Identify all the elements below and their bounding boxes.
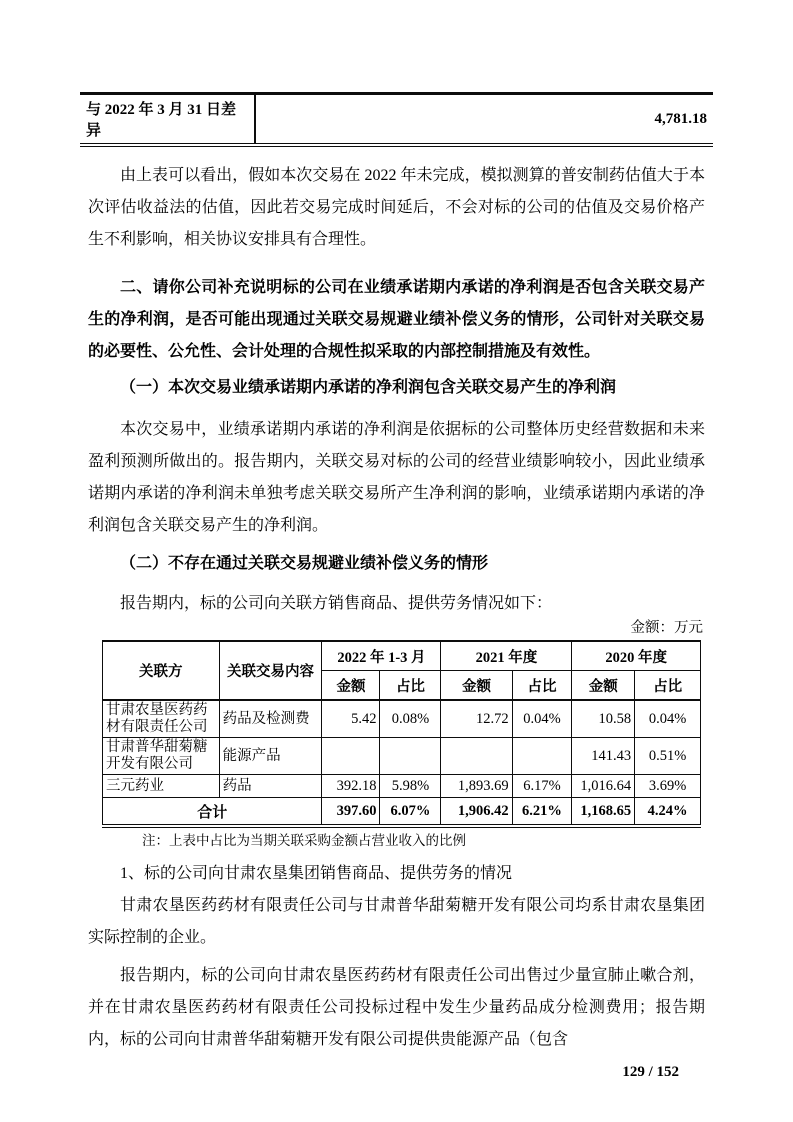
header-period-2021: 2021 年度 — [441, 641, 572, 671]
header-ratio-2021: 占比 — [512, 671, 572, 701]
ratio-2020-cell: 0.51% — [635, 738, 701, 775]
header-amount-2021: 金额 — [441, 671, 512, 701]
header-ratio-2022: 占比 — [380, 671, 441, 701]
footer-page-number: 129 / 152 — [622, 1064, 679, 1080]
paragraph-commitment-profit: 本次交易中，业绩承诺期内承诺的净利润是依据标的公司整体历史经营数据和未来盈利预测所做出的。报告期内，关联交易对标的公司的经营业绩影响较小，因此业绩承诺期内承诺的净利润未单独考虑关联交易所产生净利润的影响，业绩承诺期内承诺的净利润包含关联交易产生的净利润。 — [88, 421, 705, 534]
subsection-heading-2-1: （一）本次交易业绩承诺期内承诺的净利润包含关联交易产生的净利润 — [120, 379, 617, 396]
amount-2021-cell: 12.72 — [441, 700, 512, 738]
header-party: 关联方 — [103, 641, 220, 700]
difference-value-cell: 4,781.18 — [654, 110, 707, 127]
amount-2020-cell: 1,016.64 — [572, 775, 635, 798]
list-item-1-heading: 1、标的公司向甘肃农垦集团销售商品、提供劳务的情况 — [120, 865, 513, 882]
table-header-row-periods — [103, 641, 701, 671]
paragraph-valuation-conclusion: 由上表可以看出，假如本次交易在 2022 年未完成，模拟测算的普安制药估值大于本次评估收益法的估值，因此若交易完成时间延后，不会对标的公司的估值及交易价格产生不利影响，相关协议安排具有合理性。 — [88, 167, 705, 248]
ratio-2020-cell: 3.69% — [635, 775, 701, 798]
amount-2021-cell — [441, 738, 512, 775]
amount-2022-cell: 5.42 — [322, 700, 380, 738]
table-row — [103, 775, 701, 798]
difference-label-cell: 与 2022 年 3 月 31 日差异 — [80, 94, 255, 146]
table-row — [80, 94, 713, 146]
header-period-2022: 2022 年 1-3 月 — [322, 641, 441, 671]
content-cell: 药品 — [219, 775, 322, 798]
ratio-2021-cell: 6.17% — [512, 775, 572, 798]
table-note: 注：上表中占比为当期关联采购金额占营业收入的比例 — [142, 833, 466, 848]
ratio-2022-cell — [380, 738, 441, 775]
total-amount-2020-cell: 1,168.65 — [572, 798, 635, 827]
ratio-2020-cell: 0.04% — [635, 700, 701, 738]
party-cell: 三元药业 — [103, 775, 220, 798]
table-unit-label: 金额：万元 — [630, 620, 703, 636]
total-ratio-2021-cell: 6.21% — [512, 798, 572, 827]
amount-2022-cell: 392.18 — [322, 775, 380, 798]
total-amount-2021-cell: 1,906.42 — [441, 798, 512, 827]
table-total-row — [103, 798, 701, 827]
ratio-2021-cell: 0.04% — [512, 700, 572, 738]
section-heading-2: 二、请你公司补充说明标的公司在业绩承诺期内承诺的净利润是否包含关联交易产生的净利润，是否可能出现通过关联交易规避业绩补偿义务的情形，公司针对关联交易的必要性、公允性、会计处理的合规性拟采取的内部控制措施及有效性。 — [88, 279, 705, 360]
ratio-2022-cell: 5.98% — [380, 775, 441, 798]
header-amount-2020: 金额 — [572, 671, 635, 701]
header-period-2020: 2020 年度 — [572, 641, 701, 671]
difference-table-fragment — [80, 92, 713, 147]
party-cell: 甘肃普华甜菊糖开发有限公司 — [103, 738, 220, 775]
related-party-table — [102, 640, 701, 828]
header-content: 关联交易内容 — [219, 641, 322, 700]
table-row — [103, 738, 701, 775]
total-ratio-2022-cell: 6.07% — [380, 798, 441, 827]
total-label-cell: 合计 — [103, 798, 322, 827]
table-row — [103, 700, 701, 738]
ratio-2022-cell: 0.08% — [380, 700, 441, 738]
paragraph-group-control: 甘肃农垦医药药材有限责任公司与甘肃普华甜菊糖开发有限公司均系甘肃农垦集团实际控制的企业。 — [88, 897, 705, 946]
paragraph-report-period-sales: 报告期内，标的公司向甘肃农垦医药药材有限责任公司出售过少量宣肺止嗽合剂，并在甘肃农垦医药药材有限责任公司投标过程中发生少量药品成分检测费用；报告期内，标的公司向甘肃普华甜菊糖开发有限公司提供贵能源产品（包含 — [88, 967, 705, 1048]
amount-2020-cell: 141.43 — [572, 738, 635, 775]
total-ratio-2020-cell: 4.24% — [635, 798, 701, 827]
content-cell: 药品及检测费 — [219, 700, 322, 738]
ratio-2021-cell — [512, 738, 572, 775]
party-cell: 甘肃农垦医药药材有限责任公司 — [103, 700, 220, 738]
amount-2022-cell — [322, 738, 380, 775]
header-amount-2022: 金额 — [322, 671, 380, 701]
amount-2021-cell: 1,893.69 — [441, 775, 512, 798]
paragraph-table-intro: 报告期内，标的公司向关联方销售商品、提供劳务情况如下： — [120, 595, 553, 612]
subsection-heading-2-2: （二）不存在通过关联交易规避业绩补偿义务的情形 — [120, 555, 489, 572]
content-cell: 能源产品 — [219, 738, 322, 775]
total-amount-2022-cell: 397.60 — [322, 798, 380, 827]
amount-2020-cell: 10.58 — [572, 700, 635, 738]
header-ratio-2020: 占比 — [635, 671, 701, 701]
